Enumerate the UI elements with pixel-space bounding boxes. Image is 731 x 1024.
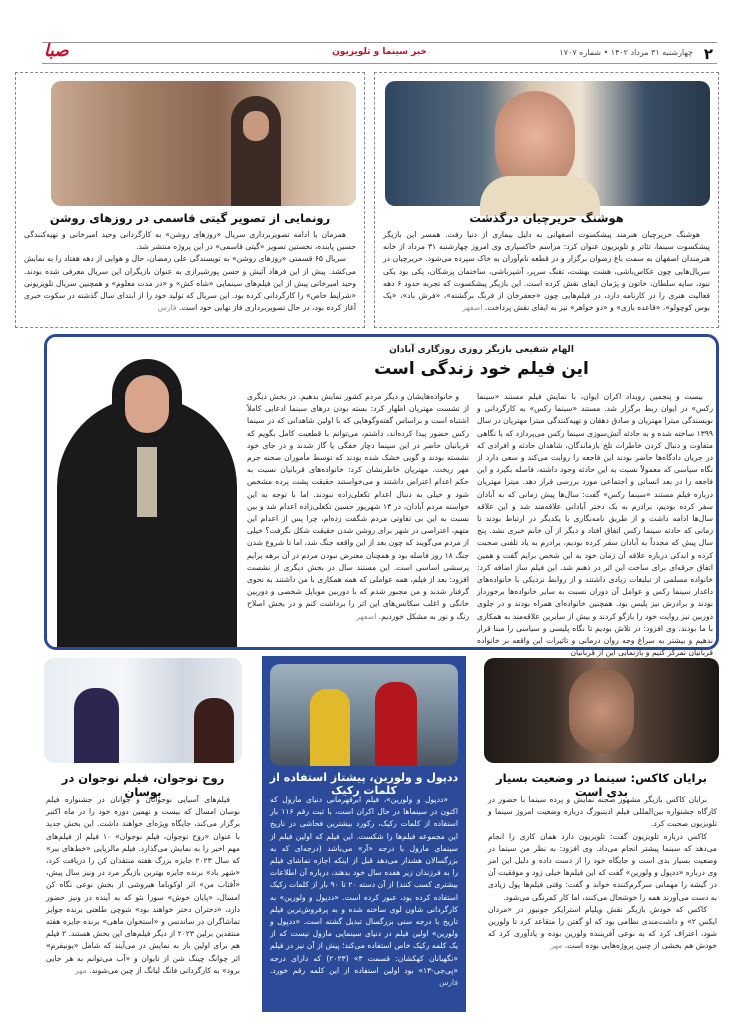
- elham-photo: [47, 337, 242, 647]
- source: اصفهر: [356, 611, 377, 621]
- article-elham-shafiei: [44, 334, 719, 658]
- newspaper-logo: صبا: [44, 41, 69, 61]
- source: مهر: [550, 941, 563, 951]
- body-text: هوشنگ حریرچیان هنرمند پیشکسوت اصفهانی به دلیل بیماری از دنیا رفت. همسر این بازیگر پیشکسوت سینما، تئاتر و تلویزیون عنوان کرد: مراسم خاکسپاری وی امروز چهارشنبه ۳۱ مرداد از خانه هنرمندان اصفهان به سمت باغ رضوان برگزار و در قطعه نام‌آوران به خاک سپرده می‌شود. حریرچیان در سریال‌هایی چون عکاس‌باشی، هشت بهشت، تفنگ سرپر، آشپزباشی، ساختمان پزشکان، یکی بود یکی نبود، سایه سلطان، خاتون و پژمان ایفای نقش کرده است. این بازیگر پیشکسوت که تجربه حدود ۶ دهه فعالیت هنری را در کارنامه دارد، در فیلم‌هایی چون «جعفرخان از فرنگ برگشته»، «فرش باد»، «یک بوس کوچولو»، «قاعده بازی» و «دو خواهر» نیز به ایفای نقش پرداخت.: [383, 230, 710, 313]
- gity-headline: رونمایی از تصویر گیتی قاسمی در روزهای روشن: [49, 211, 331, 225]
- page-number: ۲: [703, 45, 713, 63]
- elham-col-right: [477, 391, 713, 658]
- teen-headline: روح نوجوان، فیلم نوجوان در بوسان: [61, 771, 225, 799]
- paragraph: فیلم‌های آسیایی نوجوانان و جوانان در جشنواره فیلم بوسان امسال که بیست و نهمین دوره خود را در ماه اکتبر برگزار می‌کند، جایگاه ویژه‌ای خواهند داشت. این بخش جدید با عنوان «روح نوجوان، فیلم نوجوان» ۱۰ فیلم از فیلم‌های مهم اخیر را به نمایش می‌گذارد. فیلم مالزیایی «خط‌های ببر» که سال ۲۰۲۳ جایزه بزرگ هفته منتقدان کن را دریافت کرد، «شهر باد» برنده جایزه بهترین بازیگر مرد در ونیز سال پیش، «آفتاب من» اثر اوکوباما هیروشی از بخش نوعی نگاه کن امسال، «پایان خوش» سورا نئو که به آینده در ونیز حضور دارد، «دختران دختر خواهند بود» شوچی طلعتی برنده جوایز تماشاگران در ساندنس و «استخوان ماهی» برنده جایزه هفته منتقدین برلین ۲۰۲۳ از دیگر فیلم‌های این بخش هستند. ۲ فیلم هم برای اولین بار به نمایش در می‌آیند که شامل «یونیفرم» اثر چوانگ چینگ شن از تایوان و «آب می‌توانم به هر جایی برود» به کارگردانی فانگ لیانگ از چین می‌شوند.: [46, 795, 240, 975]
- source: مهر: [74, 965, 87, 975]
- paragraph: «ددپول و ولورین»، فیلم ابرقهرمانی دنیای مارول که اکنون در سینماها در حال اکران است، با ثبت رقم ۱۱۶ بار استفاده از کلمات رکیک، رکورد بیشترین فحاشی در تاریخ این مجموعه فیلم‌ها را شکست. این فیلم که اولین فیلم از سینمای مارول با درجه «آر» می‌باشد (درجه‌ای که به بزرگسالان هشدار می‌دهد قبل از اینکه اجازه تماشای فیلم را به فرزندان زیر هفده سال خود بدهند، درباره آن اطلاعات بیشتری کسب کنند) از آن دسته ۲۰ تا ۹۰ بار از کلمات رکیک استفاده کرده بود، عبور کرده است. «ددپول و ولورین» به کارگردانی شاون لوی ساخته شده و به پرفروش‌ترین فیلم تاریخ با درجه سنی بزرگسال تبدیل گشته است. «ددپول و ولورین» اولین فیلم در دنیای سینمایی مارول نیست که از یک کلمه رکیک خاص استفاده می‌کند؛ پیش از آن نیز در فیلم «نگهبانان کهکشان: قسمت ۳» (۲۰۲۳) که دارای درجه «پی‌جی-۱۳» بود اولین استفاده از این کلمه رقم خورد.: [270, 795, 459, 975]
- paragraph: سریال ۶۵ قسمتی «روزهای روشن» به نویسندگی علی رمضان، حال و هوایی از دهه هفتاد را به نمایش می‌کشد. پیش از این فرهاد آئیش و حسن پورشیرازی به عنوان بازیگران این سریال معرفی شده بودند. وحید امیرخانی پیش از این فیلم‌های سینمایی «شاه کش» و «در مدت معلوم» و همچنین سریال تلویزیونی «شرایط خاص» را کارگردانی کرده بود. این سریال که تولید خود را از ابتدای سال گذشته در سکوت خبری آغاز کرده بود، در حال تصویربرداری فاز نهایی خود است.: [24, 254, 356, 313]
- gity-photo: [51, 81, 356, 206]
- elham-headline: این فیلم خود زندگی است: [374, 359, 589, 379]
- gity-body: [24, 229, 356, 325]
- deadpool-headline: ددپول و ولورین، پیشتاز استفاده از کلمات رکیک: [269, 771, 459, 797]
- article-teen-spirit: [44, 656, 242, 1012]
- issue-date: چهارشنبه ۳۱ مرداد ۱۴۰۲ • شماره ۱۷۰۷: [559, 48, 693, 57]
- teen-photo: [44, 658, 242, 763]
- paragraph: همزمان با ادامه تصویربرداری سریال «روزهای روشن» به کارگردانی وحید امیرخانی و تهیه‌کنندگی حسین پابنده، نخستین تصویر «گیتی قاسمی» در این پروژه منتشر شد.: [24, 230, 356, 252]
- paragraph: کاکس درباره تلویزیون گفت: تلویزیون دارد همان کاری را انجام می‌دهد که سینما پیشتر انجام می‌داد. وی افزود: به نظر من سینما در وضعیت بسیار بدی است و جایگاه خود را از دست داده و دلیل این امر وی درباره «ددپول و ولورین» گفت که این فیلم‌ها خیلی زود و موفقیت آن در گیشه را مهمانی سرگرم‌کننده خواند و گفت: وقتی فیلم‌ها پول زیادی به دست می‌آورند همه را خوشحال می‌کنند، اما کار کمرنگی می‌شود.: [488, 831, 717, 902]
- paragraph: بیست و پنجمین رویداد اکران ایوان، با نمایش فیلم مستند «سینما رکس» در ایوان ربط برگزار شد. مستند «سینما رکس» به کارگردانی و نویسندگی میترا مهتریان و صادق دهقان و تهیه‌کنندگی میترا مهتریان در سال ۱۳۹۹ ساخته شده و به حادثه آتش‌سوزی سینما رکس می‌پردازد که با نگاهی متفاوت و دنبال کردن خاطرات تلخ بازماندگان، شاهدان حادثه و افرادی که در جریان دادگاه‌ها حاضر بودند این فاجعه را روایت می‌کند و سعی دارد از نگاه سیاسی که معمولاً نسبت به این حادثه وجود داشته، فاصله بگیرد و این فاجعه را در بعد انسانی و اجتماعی مورد بررسی قرار دهد. میترا مهتریان درباره فیلم مستند «سینما رکس» گفت: سال‌ها پیش زمانی که به آبادان سفر کرده بودیم، برادرم به یک دختر آبادانی علاقه‌مند شد و این علاقه سال‌ها ادامه داشت و از طریق نامه‌نگاری با یکدیگر در ارتباط بودند تا زمانی که حادثه سینما رکس اتفاق افتاد و دیگر از آن خانم خبری نشد. پنج سال پیش که مجدداً به آبادان سفر کرده بودیم، برادرم به یاد تلفنی صحبت کرده و اندکی درباره علاقه آن زمان خود به این شخص برایم گفت و همین اتفاق جرقه‌ای برای ساخت این اثر در ذهنم شد. این فیلم ساز اضافه کرد: خانواده مسلمی از تبلیغات زیادی داشتند و از روابط نزدیکی با خانواده‌های داغدار سینما رکس و عوامل آن دوران نسبت به سایر خانواده‌ها برخوردار بودند و برادرش نیز پلیس بود. همچنین خانواده‌ای همراه بودند و در جلوی دوربین نیز روایت خود را بازگو کردند و بیش از سایرین علاقه‌مند به همکاری با ما بودند. وی افزود: در تلاش بودیم تا نگاه پلیسی و سیاسی را مبنا قرار ندهیم و بیشتر به سراغ وجه روان درمانی و تاثیرات این واقعه بر خانواده قربانیان تمرکز کنیم و بازنمایی این از قربانیان: [477, 392, 713, 658]
- source: فارس: [439, 978, 458, 988]
- paragraph: و خانواده‌هایشان و دیگر مردم کشور نمایش بدهیم. در بخش دیگری از نشست مهتریان اظهار کرد: بسته بودن درهای سینما ادعایی کاملاً اشتباه است و براساس گفته‌وگوهایی که با اولین شاهدانی که در سینما رکس حضور پیدا کرده‌اند، داشتم، می‌توانم با قطعیت کامل بگویم که قربانیان حاضر در این سینما دچار خفگی یا گاز شدند و در جای خود نشسته بودند و گویی خشک شده بودند که توسط مأموران صحنه جرم مهر ریخت. مهتریان خاطرنشان کرد: خانواده‌های قربانیان نسبت به حکم اعدام اعتراض داشتند و می‌خواستند حقیقت پشت پرده مشخص شود و خیلی به دنبال اعدام تکعلی‌زاده نبودند. اما با توجه به این خواسته مردم آبادان، در ۱۳ شهریور حسین تکعلی‌زاده اعدام شد و بین نسبت به این بی تفاوتی مردم شگفت زده‌ام، چرا پس از اعدام این متهم، اعتراضی در شهر برای روشن شدن حقیقت شکل نگرفت؟ خیلی از مردم می‌گویند که چون بعد از این واقعه جنگ شد، اما تا شروع شدن جنگ ۱۸ روز فاصله بود و همچنان معترض نبودن مردم در آن برهه برایم پرسشی اساسی است. این مستند سال در بخش دیگری از نشست افزود: بعد از فیلم، همه عواملی که همه همکاری با من داشتند به نحوی گرفتار شدند و من مجبور شدم که با دوربین موبایل شخصی و دوربین خانگی و اغلب سکانس‌های این اثر را برداشت کنم و در بخش اصلاح رنگ و نور به مشکل خوردیم.: [247, 392, 469, 621]
- source: اصفهر: [462, 303, 483, 313]
- hooshang-photo: [385, 81, 710, 206]
- section-title: خبر سینما و تلویزیون: [332, 47, 427, 57]
- hooshang-headline: هوشنگ حریرچیان درگذشت: [469, 211, 624, 225]
- elham-col-left: [247, 391, 469, 647]
- cox-photo: [484, 658, 719, 763]
- deadpool-body: [270, 794, 458, 1006]
- hooshang-body: [383, 229, 710, 325]
- article-hooshang: [374, 72, 719, 328]
- paragraph: برایان کاکس بازیگر مشهور صحنه نمایش و پرده سینما با حضور در کارگاه جشنواره بین‌المللی فیلم ادینبورگ درباره وضعیت امروز سینما و تلویزیون صحبت کرد.: [488, 795, 717, 829]
- teen-body: [46, 794, 240, 1010]
- article-brian-cox: [484, 656, 719, 1012]
- cox-headline: برایان کاکس: سینما در وضعیت بسیار بدی است: [496, 771, 707, 799]
- elham-kicker: الهام شفیعی بازیگر روزی روزگاری آبادان: [389, 345, 574, 355]
- article-gity-ghasemi: [15, 72, 365, 328]
- paragraph: کاکس که خودش بازیگر نقش ویلیام استرایکر جونیور در «مردان ایکس ۲» و داشت‌مندی نظامی بود که او گفتن را متقاعد کرد تا ولورین شود، اعتراف کرد که به نوعی آفریننده ولورین بوده و یادآوری کرد که خودش هم بخشی از چنین پروژه‌هایی بوده است.: [488, 904, 717, 951]
- deadpool-photo: [270, 664, 458, 766]
- article-deadpool-wolverine: [262, 656, 466, 1012]
- cox-body: [488, 794, 717, 1010]
- page-header: [42, 42, 717, 64]
- source: فارس: [157, 303, 177, 313]
